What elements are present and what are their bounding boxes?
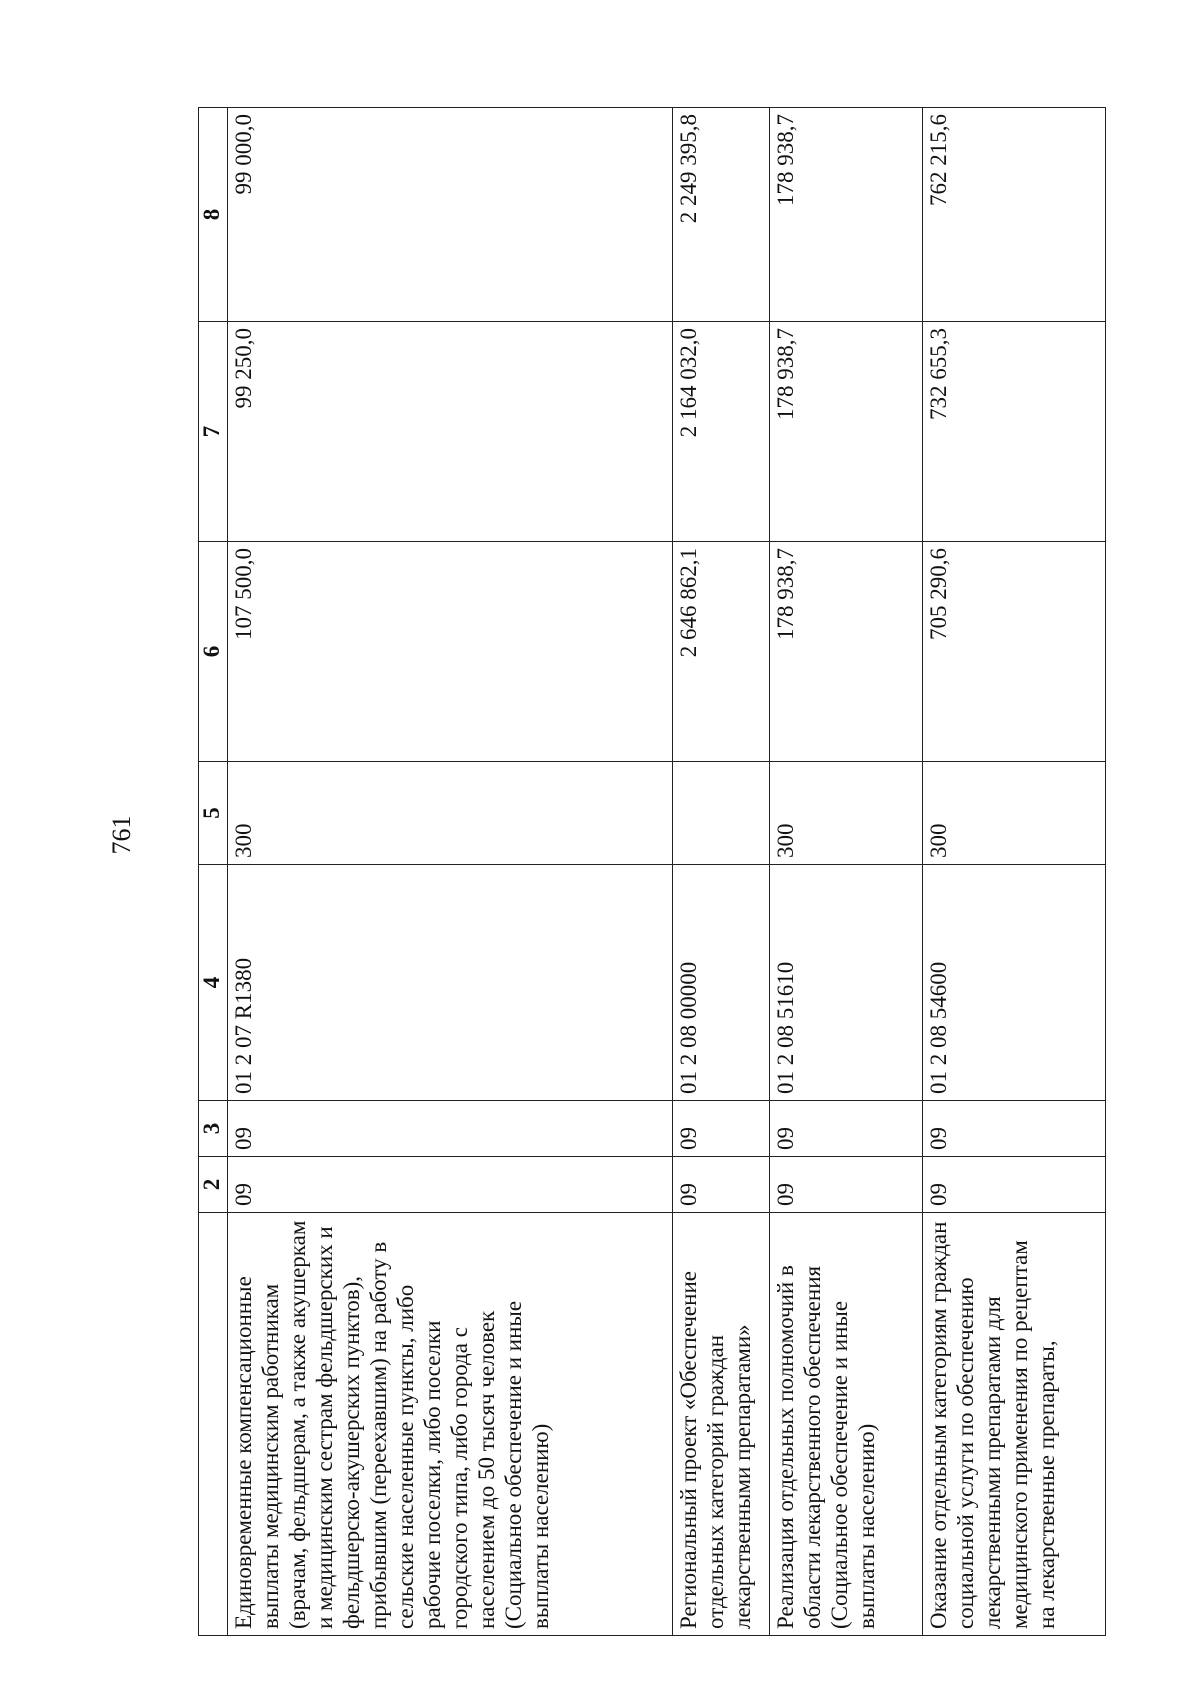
row-value-6: 705 290,6	[923, 542, 1106, 762]
row-code-3: 09	[228, 1101, 673, 1157]
row-value-8: 762 215,6	[923, 108, 1106, 322]
row-value-6: 178 938,7	[770, 542, 923, 762]
row-name: Реализация отдельных полномочий в области лекарственного обеспечения (Социальное обеспечение и иные выплаты населению)	[770, 1213, 923, 1636]
header-col-8: 8	[199, 108, 228, 322]
row-name: Региональный проект «Обеспечение отдельных категорий граждан лекарственными препаратами»	[673, 1213, 770, 1636]
table-container	[198, 108, 1090, 1636]
row-value-7: 178 938,7	[770, 322, 923, 542]
header-col-5: 5	[199, 762, 228, 865]
row-code-4: 01 2 08 54600	[923, 865, 1106, 1101]
row-value-7: 732 655,3	[923, 322, 1106, 542]
row-code-5: 300	[770, 762, 923, 865]
table-row	[770, 108, 923, 1636]
row-code-5	[673, 762, 770, 865]
row-code-2: 09	[673, 1157, 770, 1213]
row-value-7: 2 164 032,0	[673, 322, 770, 542]
row-code-5: 300	[228, 762, 673, 865]
row-code-5: 300	[923, 762, 1106, 865]
row-value-6: 2 646 862,1	[673, 542, 770, 762]
table-row	[228, 108, 673, 1636]
row-code-4: 01 2 08 51610	[770, 865, 923, 1101]
row-code-4: 01 2 08 00000	[673, 865, 770, 1101]
row-code-2: 09	[228, 1157, 673, 1213]
row-code-2: 09	[923, 1157, 1106, 1213]
header-col-6: 6	[199, 542, 228, 762]
budget-table	[198, 107, 1106, 1636]
table-row	[923, 108, 1106, 1636]
row-code-3: 09	[923, 1101, 1106, 1157]
row-value-8: 99 000,0	[228, 108, 673, 322]
row-value-6: 107 500,0	[228, 542, 673, 762]
row-code-3: 09	[673, 1101, 770, 1157]
row-code-3: 09	[770, 1101, 923, 1157]
row-value-8: 2 249 395,8	[673, 108, 770, 322]
row-name: Единовременные компенсационные выплаты медицинским работникам (врачам, фельдшерам, а также акушеркам и медицинским сестрам фельдшерских и фельдшерско-акушерских пунктов), прибывшим (переехавшим) на работу в сельские населенные пункты, либо рабочие поселки, либо поселки городского типа, либо города с населением до 50 тысяч человек (Социальное обеспечение и иные выплаты населению)	[228, 1213, 673, 1636]
header-col-3: 3	[199, 1101, 228, 1157]
row-code-4: 01 2 07 R1380	[228, 865, 673, 1101]
header-col-2: 2	[199, 1157, 228, 1213]
row-code-2: 09	[770, 1157, 923, 1213]
page-number: 761	[107, 815, 136, 855]
row-value-8: 178 938,7	[770, 108, 923, 322]
row-name: Оказание отдельным категориям граждан социальной услуги по обеспечению лекарственными препаратами для медицинского применения по рецептам на лекарственные препараты,	[923, 1213, 1106, 1636]
header-col-7: 7	[199, 322, 228, 542]
header-col-4: 4	[199, 865, 228, 1101]
row-value-7: 99 250,0	[228, 322, 673, 542]
header-col-1	[199, 1213, 228, 1636]
table-header-row	[199, 108, 228, 1636]
table-row	[673, 108, 770, 1636]
